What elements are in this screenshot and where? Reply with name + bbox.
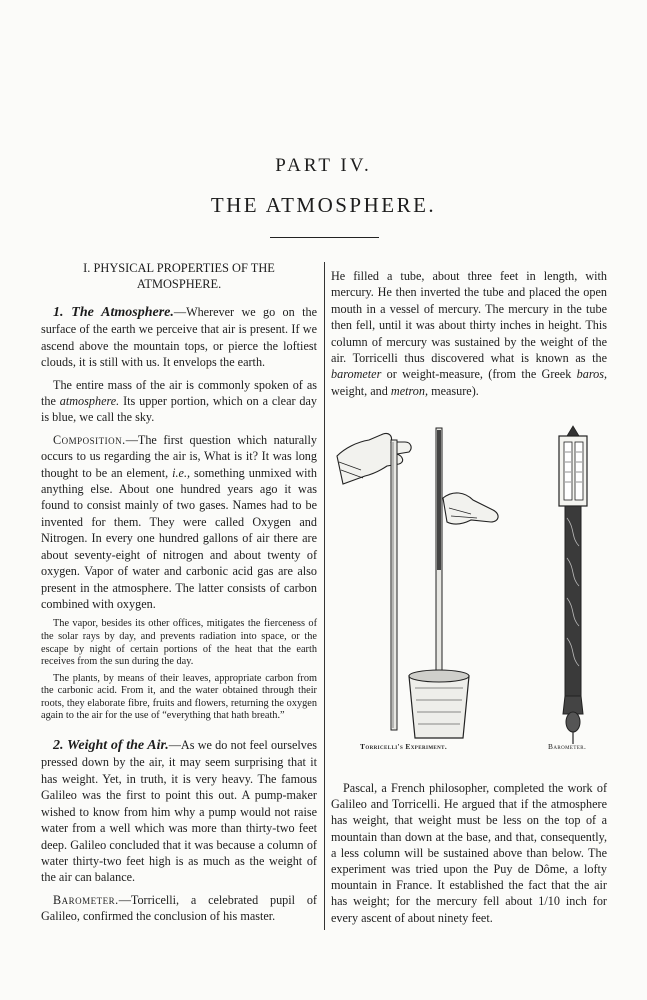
right-column-lower bbox=[331, 780, 607, 932]
text: —As we do not feel ourselves pressed down by the air, it may seem surprising that it has weight. Yet, in truth, it is very heavy. The famous Galileo was the first to point this out. A pump-maker wished to know from him why a pump would not raise water from a well which was more than thirty-two feet deep. Galileo concluded that it was because a column of water thirty-two feet high is as much as the weight of the air can balance. bbox=[41, 738, 318, 885]
paragraph-pascal bbox=[331, 780, 607, 926]
paragraph-atmosphere bbox=[41, 304, 317, 371]
left-column bbox=[41, 260, 317, 931]
paragraph-atmosphere-2 bbox=[41, 377, 317, 426]
chapter-title: THE ATMOSPHERE. bbox=[210, 193, 437, 217]
text: —Torricelli, a celebrated pupil of Galileo, confirmed the conclusion of his master. bbox=[41, 892, 317, 924]
run-in-heading-atmosphere: 1. The Atmosphere. bbox=[53, 305, 174, 320]
torricelli-experiment-figure bbox=[337, 428, 498, 738]
emphasis: barometer bbox=[331, 367, 382, 382]
emphasis: baros, bbox=[576, 367, 607, 382]
barometer-figure bbox=[559, 426, 587, 744]
text: something unmixed with anything else. About one hundred years ago it was found to consist mainly of two gases. Names had to be invented for them. They were called Oxygen and Nitrogen. In every one hundred gallons of air there are about seventy-eight of nitrogen and about twenty of oxygen. Vapor of water and carbonic acid gas are also present in the atmosphere. The latter consists of carbon combined with oxygen. bbox=[41, 465, 317, 611]
spacer bbox=[41, 727, 317, 737]
text: —The first question which naturally occurs to us regarding the air is, What is it? It was long thought to be an element, bbox=[41, 432, 317, 480]
text: Pascal, a French philosopher, completed the work of Galileo and Torricelli. He argued that if the atmosphere has weight, that weight must be less on the top of a mountain than down at the base, and that, consequently, a less column will be sustained above than below. The experiment was tried upon the Puy de Dôme, a lofty mountain in France. It established the fact that the air has weight; for the mercury fell about bbox=[331, 781, 607, 909]
run-in-label-composition: Composition. bbox=[53, 432, 126, 447]
text: or weight-measure, (from the Greek bbox=[381, 367, 577, 382]
section-heading: I. PHYSICAL PROPERTIES OF THE ATMOSPHERE. bbox=[83, 261, 275, 291]
emphasis: metron, bbox=[390, 383, 429, 398]
fine-print-vapor: The vapor, besides its other offices, mitigates the fierceness of the solar rays by day, and prevents radiation into space, or the escape by night of certain portions of the heat that the earth receives from the sun during the day. bbox=[41, 618, 317, 668]
text: inch for every ascent of about ninety feet. bbox=[331, 894, 607, 925]
torricelli-barometer-illustration bbox=[331, 418, 607, 758]
text: —Wherever we go on the surface of the earth we perceive that air is present. If we ascend above the mountain tops, or pierce the loftiest clouds, it is still with us. It envelops the earth. bbox=[41, 305, 317, 370]
fraction: 1/10 bbox=[538, 894, 560, 909]
text: Its upper portion, which on a clear day is blue, we call the sky. bbox=[41, 394, 318, 425]
run-in-label-barometer: Barometer. bbox=[53, 892, 119, 907]
column-rule bbox=[324, 262, 325, 930]
emphasis: atmosphere. bbox=[59, 394, 120, 409]
text: weight, and bbox=[331, 383, 391, 398]
text: measure). bbox=[428, 383, 479, 398]
right-column-upper bbox=[331, 268, 607, 405]
emphasis: i.e., bbox=[172, 465, 191, 480]
paragraph-torricelli bbox=[331, 268, 607, 399]
run-in-heading-weight: 2. Weight of the Air. bbox=[53, 738, 169, 754]
text: He filled a tube, about three feet in length, with mercury. He then inverted the tube and placed the open mouth in a vessel of mercury. The mercury in the tube then fell, until it was about thirty inches in height. This column of mercury was sustained by the weight of the air. Torricelli thus discovered what is known as the bbox=[331, 269, 607, 366]
paragraph-composition bbox=[41, 432, 317, 612]
text: The entire mass of the air is commonly spoken of as the bbox=[41, 377, 317, 409]
paragraph-weight bbox=[41, 737, 317, 886]
caption-torricelli: Torricelli's Experiment. bbox=[360, 742, 448, 751]
part-heading: PART IV. bbox=[275, 155, 372, 176]
caption-barometer: Barometer. bbox=[548, 742, 587, 751]
fine-print-plants: The plants, by means of their leaves, appropriate carbon from the carbonic acid. From it, and the water obtained through their roots, they elaborate fibre, fruits and flowers, returning the oxygen again to the air for the use of “everything that hath breath.” bbox=[41, 672, 317, 722]
paragraph-barometer bbox=[41, 892, 317, 925]
title-rule bbox=[270, 237, 379, 238]
